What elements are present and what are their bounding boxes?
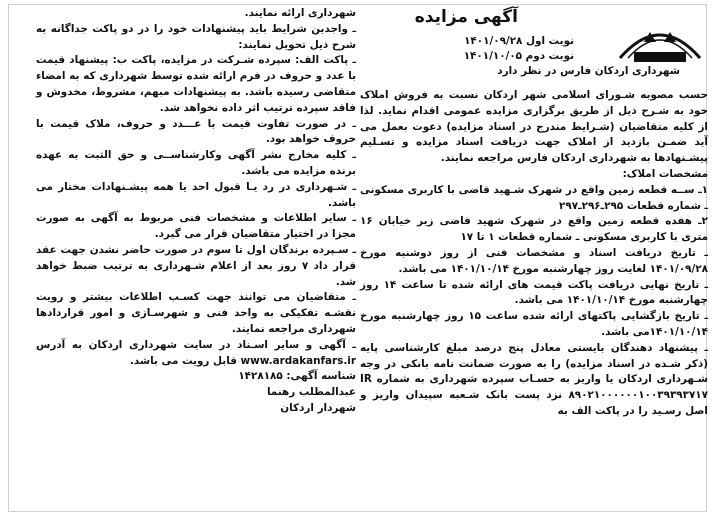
right-item-2: ۲ـ هفده قطعه زمین واقع در شهرک شهید قاضی زیر خیابان ۱۶ متری با کاربری مسکونی ـ شماره قطعات ۱ تا ۱۷ [360, 215, 708, 244]
ad-title: آگهی مزایده [414, 7, 518, 27]
left-item-1: شهرداری ارائه نمایند. [244, 7, 356, 19]
right-item-5: ـ تاریخ بازگشایی پاکتهای ارائه شده ساعت ۱۵ روز چهارشنبه مورخ ۱۴۰۱/۱۰/۱۴می باشد. [360, 310, 708, 338]
right-item-4: ـ تاریخ نهایی دریافت پاکت قیمت های ارائه شده تا ساعت ۱۴ روز چهارشنبه مورخ ۱۴۰۱/۱۰/۱۴ می باشد. [360, 278, 708, 307]
first-round-date: نوبت اول ۱۴۰۱/۰۹/۲۸ [464, 35, 574, 47]
left-item-7: ـ سایر اطلاعات و مشخصات فنی مربوط به آگهی به صورت مجزا در اختیار متقاضیان قرار می گیرد. [36, 212, 356, 241]
left-item-5: ـ کلیه مخارج نشر آگهی وکارشناســی و حق الثبت به عهده برنده مزایده می باشد. [36, 149, 356, 177]
right-column [360, 6, 708, 420]
specs-title: مشخصات املاک: [622, 167, 708, 180]
left-column [36, 6, 356, 417]
left-item-3: ـ پاکت الف: سپرده شـرکت در مزایده، پاکت ب: پیشنهاد قیمت با عدد و حروف در فرم ارائه شده توسط شهرداری که به امضاء متقاضی رسیده باشد. به پیشنهادات مبهم، مشروط، مخدوش و فاقد سپرده ترتیب اثر داده نخواهد شد. [36, 54, 356, 114]
second-round-date: نوبت دوم ۱۴۰۱/۱۰/۰۵ [463, 50, 574, 62]
ad-id: شناسه آگهی: ۱۴۲۸۱۸۵ [238, 370, 356, 383]
ad-header [360, 6, 708, 88]
left-item-9: ـ متقاضیان می توانند جهت کسـب اطلاعات بیشتر و رویت نقشـه تفکیکی به واحد فنی و شهرسـازی و امور قراردادها شهرداری مراجعه نمایند. [36, 291, 356, 335]
right-item-6: ـ پیشنهاد دهندگان بایستی معادل پنج درصد مبلغ کارشناسی پایه (ذکر شـده در اسناد مزایده) را به صورت ضمانت نامه بانکی در وجه شـهرداری اردکان یا واریز به حسـاب سپرده شهرداری به شماره IR ۸۹۰۲۱۰۰۰۰۰۰۱۰۰۳۹۳۹۳۷۱۷ نزد پست بانک شـعبه سپیدان واریز و اصل رسـید را در پاکت الف به [360, 341, 708, 417]
right-item-1: ۱ـ ســه قطعه زمین واقع در شهرک شـهید قاضی با کاربری مسکونی ـ شماره قطعات ۲۹۵ـ۲۹۶ـ۲۹۷ [360, 183, 708, 212]
signer-title: شهردار اردکان [280, 401, 356, 414]
left-item-8: ـ سـپرده برندگان اول تا سوم در صورت حاضر نشدن جهت عقد قرار داد ۷ روز بعد از اعلام شـهرداری به ترتیب ضبط خواهد شد. [36, 243, 356, 288]
intro-paragraph: حسب مصوبه شـورای اسلامی شهر اردکان نسبت به فروش املاک خود به شـرح ذیل از طریق برگزاری مزایده عمومی اقدام نماید. لذا از کلیه متقاضیان (شـرایط مندرج در اسناد مزایده) دعوت بعمل می آید ضمـن بازدید از املاک جهت دریافت اسناد مزایده و تسـلیم پیشـنهادها به شهرداری اردکان فارس مراجعه نمایند. [360, 89, 708, 165]
left-item-4: ـ در صورت تفاوت قیمت با عـــدد و حروف، ملاک قیمت با حروف خواهد بود. [36, 117, 356, 146]
right-item-3: ـ تاریخ دریافت اسناد و مشخصات فنی از روز دوشنبه مورخ ۱۴۰۱/۰۹/۲۸ لغایت روز چهارشنبه مورخ ۱۴۰۱/۱۰/۱۴ می باشد. [360, 246, 708, 275]
left-item-2: ـ واجدین شرایط باید پیشنهادات خود را در دو پاکت جداگانه به شرح ذیل تحویل نمایند: [36, 22, 356, 51]
issuer-line: شهرداری اردکان فارس در نظر دارد [497, 65, 680, 77]
left-item-6: ـ شـهرداری در رد یـا قبول احد یا همه پیشـنهادات مختار می باشد. [36, 180, 356, 209]
signer-name: عبدالمطلب رهنما [266, 386, 356, 399]
website-item: ـ آگهی و سایر اسـناد در سایت شهرداری اردکان به آدرس www.ardakanfars.ir قابل رویت می باشد. [36, 338, 356, 367]
municipality-logo-icon [614, 8, 706, 66]
